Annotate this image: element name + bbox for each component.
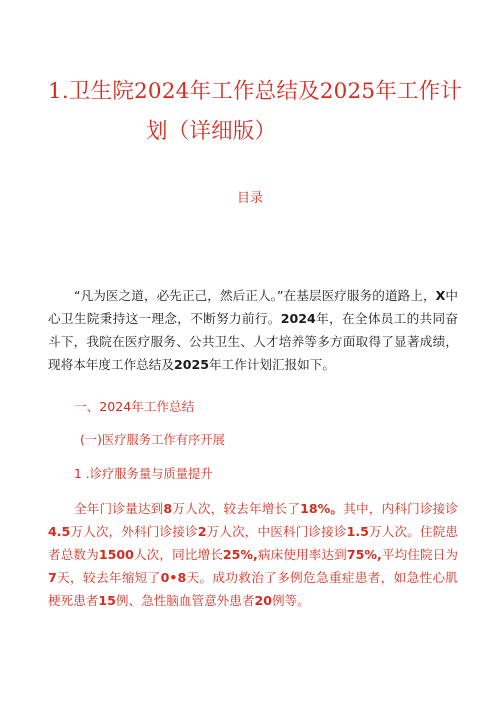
subsection-heading: (一)医疗服务工作有序开展 xyxy=(80,433,225,447)
emphasis-text: 1500 xyxy=(98,547,134,562)
emphasis-text: 15 xyxy=(98,593,116,608)
item-heading: 1 .诊疗服务量与质量提升 xyxy=(74,467,213,481)
emphasis-text: 2024 xyxy=(280,311,316,326)
text-run: 例等。 xyxy=(271,593,310,608)
text-run: 年，在全体员工的共同奋斗下，我院在医疗服务、公共卫生、人才培养等多方面取得了显著成绩，现将本年度工作总结及 xyxy=(48,311,459,372)
emphasis-text: 2 xyxy=(197,524,207,539)
emphasis-text: 0•8 xyxy=(160,570,187,585)
text-run: 万人次，外科门诊接诊 xyxy=(70,524,198,539)
section-heading: 一、2024年工作总结 xyxy=(74,399,195,414)
emphasis-text: 7 xyxy=(48,570,57,585)
text-run: 万人次，较去年增长了 xyxy=(172,501,301,516)
text-run: “凡为医之道，必先正己，然后正人。”在基层医疗服务的道路上， xyxy=(74,288,436,303)
text-run: 人次，同比增长 xyxy=(133,547,223,562)
emphasis-text: 4.5 xyxy=(48,524,71,539)
emphasis-text: X xyxy=(435,288,446,303)
title-line-2: 划（详细版） xyxy=(146,119,277,144)
text-run: 年工作计划汇报如下。 xyxy=(209,357,335,372)
text-run: 其中，内科门诊接诊 xyxy=(343,501,459,516)
text-run: 天。成功救治了多例危急重症患者，如急性心肌梗死患者 xyxy=(48,570,459,608)
emphasis-text: 20 xyxy=(254,593,272,608)
body-paragraph xyxy=(48,497,458,612)
document-title xyxy=(48,74,468,150)
emphasis-text: 25%, xyxy=(222,547,258,562)
text-run: 平均住院日为 xyxy=(381,547,459,562)
text-run: 万人次。住院患者总数为 xyxy=(48,524,459,562)
text-run: 病床使用率达到 xyxy=(257,547,347,562)
text-run: 万人次，中医科门诊接诊 xyxy=(206,524,347,539)
emphasis-text: 1.5 xyxy=(346,524,369,539)
text-run: 例、急性脑血管意外患者 xyxy=(115,593,255,608)
text-run: 全年门诊量达到 xyxy=(74,501,164,516)
emphasis-text: 8 xyxy=(163,501,173,516)
text-run: 天，较去年缩短了 xyxy=(56,570,161,585)
table-of-contents-label: 目录 xyxy=(236,191,263,206)
intro-paragraph xyxy=(48,284,458,376)
text-run: 中心卫生院秉持这一理念，不断努力前行。 xyxy=(48,288,459,326)
emphasis-text: 75%, xyxy=(346,547,382,562)
emphasis-text: 18%。 xyxy=(300,501,344,516)
title-line-1: 1.卫生院2024年工作总结及2025年工作计 xyxy=(48,79,463,104)
emphasis-text: 2025 xyxy=(173,357,209,372)
